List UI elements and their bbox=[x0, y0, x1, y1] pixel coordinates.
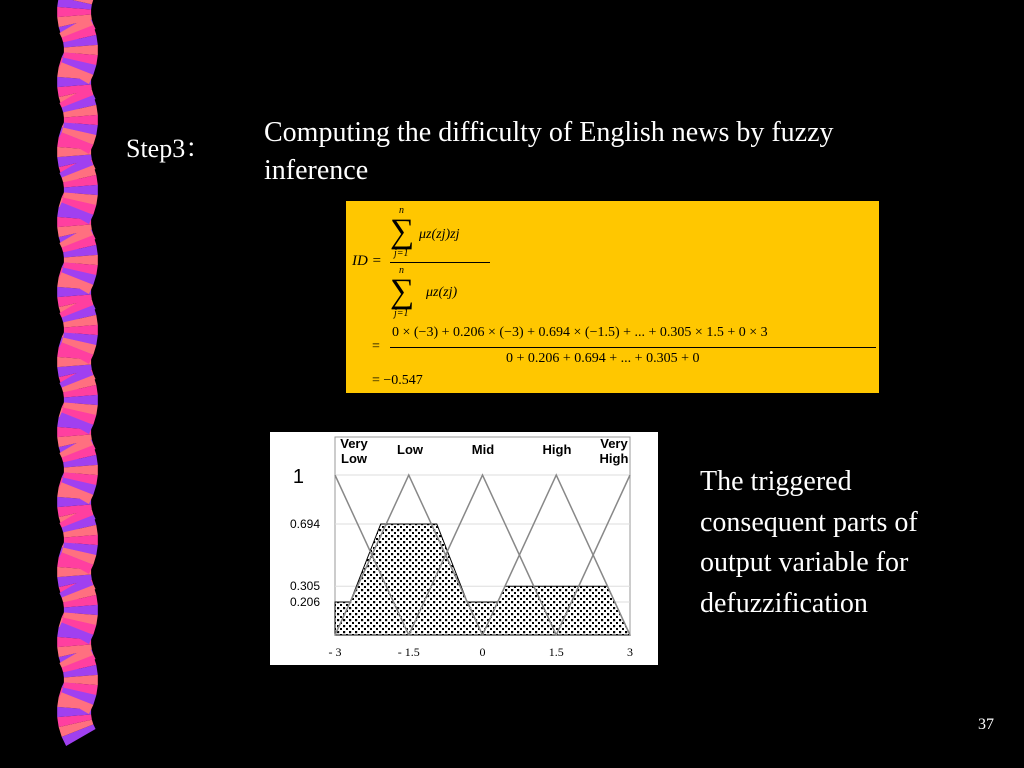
x-tick-label: 3 bbox=[627, 645, 633, 659]
set-label: High bbox=[599, 451, 629, 466]
membership-chart-svg bbox=[270, 432, 658, 665]
set-label: Mid bbox=[471, 442, 495, 457]
formula-box bbox=[346, 201, 879, 393]
set-label: Low bbox=[397, 442, 423, 457]
fraction-bar-1 bbox=[390, 262, 490, 263]
sigma-denominator: ∑ bbox=[390, 273, 415, 310]
y-tick-label: 1 bbox=[292, 466, 304, 488]
side-caption: The triggered consequent parts of output variable for defuzzification bbox=[700, 466, 918, 619]
denominator-term: μz(zj) bbox=[426, 285, 458, 300]
page-number: 37 bbox=[978, 716, 994, 733]
step-label: Step3： bbox=[126, 134, 212, 163]
sum-upper-denominator: n bbox=[399, 265, 404, 276]
set-label: High bbox=[542, 442, 572, 457]
y-tick-label: 0.305 bbox=[289, 579, 320, 594]
sum-lower-numerator: j=1 bbox=[394, 248, 409, 259]
set-label: Low bbox=[341, 451, 367, 466]
line2-numerator: 0 × (−3) + 0.206 × (−3) + 0.694 × (−1.5) + ... + 0.305 × 1.5 + 0 × 3 bbox=[392, 325, 768, 340]
membership-chart bbox=[270, 432, 658, 665]
sum-upper-numerator: n bbox=[399, 205, 404, 216]
decorative-ribbon-border bbox=[0, 0, 140, 768]
set-label: Very bbox=[340, 436, 368, 451]
x-tick-label: - 1.5 bbox=[397, 645, 420, 659]
slide-title: Computing the difficulty of English news by fuzzy inference bbox=[264, 117, 834, 186]
formula-lhs: ID = bbox=[352, 253, 382, 269]
y-tick-label: 0.206 bbox=[289, 595, 320, 610]
y-tick-label: 0.694 bbox=[289, 516, 320, 531]
set-label: Very bbox=[600, 436, 628, 451]
x-tick-label: - 3 bbox=[328, 645, 342, 659]
x-tick-label: 0 bbox=[479, 645, 486, 659]
line2-denominator: 0 + 0.206 + 0.694 + ... + 0.305 + 0 bbox=[506, 351, 700, 366]
formula-result: = −0.547 bbox=[372, 373, 423, 388]
numerator-term: μz(zj)zj bbox=[419, 227, 460, 242]
fraction-bar-2 bbox=[390, 347, 876, 348]
sigma-numerator: ∑ bbox=[390, 213, 415, 250]
line2-equals: = bbox=[372, 339, 380, 354]
sum-lower-denominator: j=1 bbox=[394, 308, 409, 319]
x-tick-label: 1.5 bbox=[548, 645, 564, 659]
